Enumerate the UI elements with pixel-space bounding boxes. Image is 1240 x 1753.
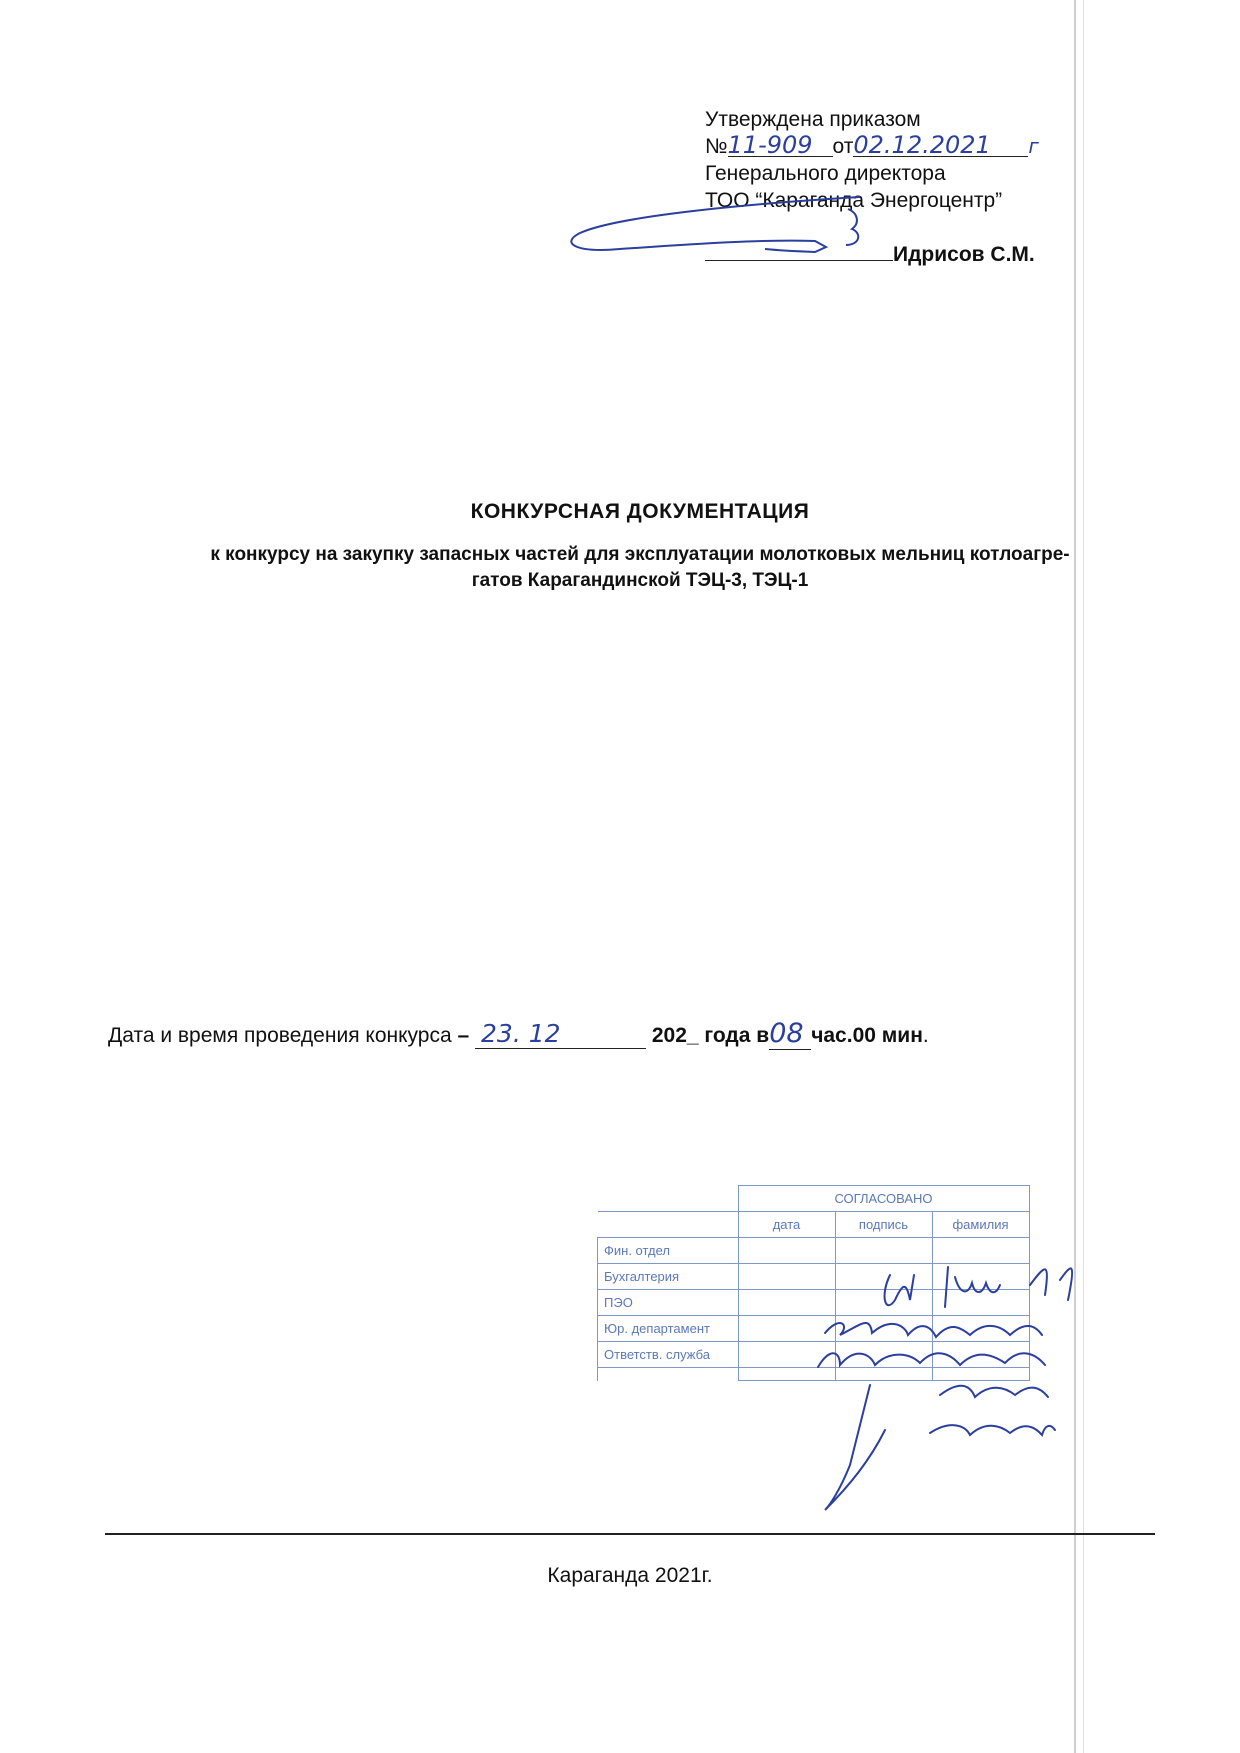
contest-year-text: 202_ года в <box>651 1024 770 1047</box>
stamp-col-surname: фамилия <box>932 1212 1029 1238</box>
contest-datetime-line <box>108 1018 929 1050</box>
stamp-col-date: дата <box>738 1212 835 1238</box>
approval-line1: Утверждена приказом <box>705 108 921 131</box>
stamp-row-label: Юр. департамент <box>598 1316 739 1342</box>
scan-edge-line <box>1074 0 1076 1753</box>
order-date-suffix: г <box>1028 134 1039 158</box>
approval-line4: ТОО “Караганда Энергоцентр” <box>705 189 1003 212</box>
document-title: КОНКУРСНАЯ ДОКУМЕНТАЦИЯ <box>470 500 810 523</box>
contest-period: . <box>922 1024 929 1047</box>
contest-datetime-label: Дата и время проведения конкурса <box>108 1024 452 1047</box>
stamp-row-label: Ответств. служба <box>598 1342 739 1368</box>
stamp-col-signature: подпись <box>835 1212 932 1238</box>
signer-name: Идрисов С.М. <box>893 243 1035 266</box>
contest-datetime-dash: – <box>457 1024 470 1047</box>
stamp-row-label: ПЭО <box>598 1290 739 1316</box>
approval-order-line <box>705 133 1039 160</box>
stamp-signatures <box>810 1255 1150 1455</box>
approval-line3: Генерального директора <box>705 162 946 185</box>
footer-rule <box>105 1533 1155 1535</box>
contest-date-handwritten: 23. 12 <box>475 1019 646 1049</box>
subtitle-line1: к конкурсу на закупку запасных частей для эксплуатации молотковых мельниц котлоагре- <box>210 544 1070 565</box>
signature-blank <box>705 240 893 261</box>
contest-hour-handwritten: 08 <box>769 1018 811 1050</box>
order-date-prefix: от <box>832 135 854 158</box>
document-subtitle <box>100 542 1180 594</box>
contest-time-suffix: час.00 мин <box>811 1024 923 1047</box>
scan-edge-line <box>1083 0 1084 1753</box>
order-number-handwritten: 11-909 <box>728 134 833 157</box>
order-date-handwritten: 02.12.2021 <box>853 134 1028 157</box>
footer-city-year: Караганда 2021г. <box>547 1564 713 1587</box>
subtitle-line2: гатов Карагандинской ТЭЦ-3, ТЭЦ-1 <box>471 570 809 591</box>
stamp-heading: СОГЛАСОВАНО <box>738 1186 1029 1212</box>
stamp-row-label: Бухгалтерия <box>598 1264 739 1290</box>
stamp-row-label: Фин. отдел <box>598 1238 739 1264</box>
signer-line <box>705 240 1035 267</box>
order-number-prefix: № <box>705 135 728 158</box>
